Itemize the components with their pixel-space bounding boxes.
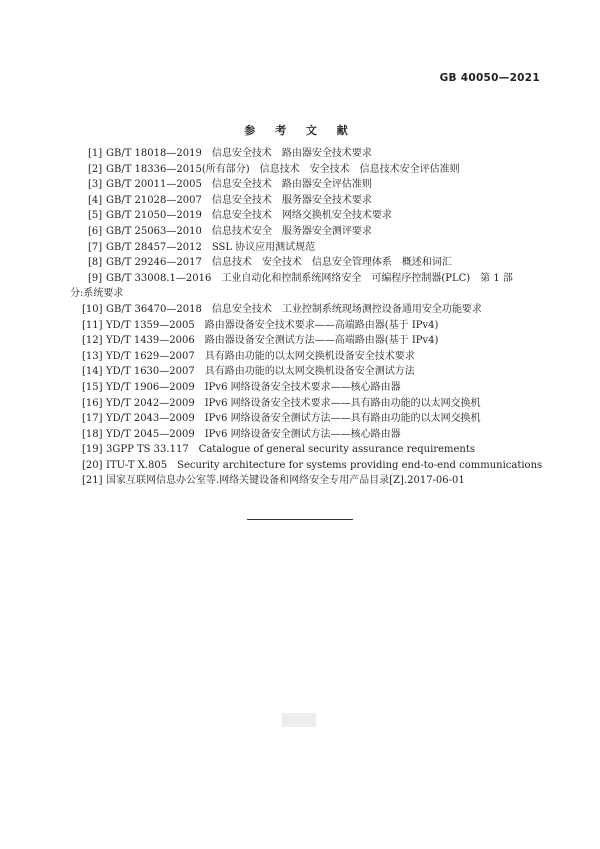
reference-item [70, 224, 540, 240]
reference-number: [10] [82, 303, 103, 315]
reference-item [70, 193, 540, 209]
reference-number: [14] [82, 366, 103, 378]
reference-number: [4] [88, 194, 103, 206]
reference-number: [17] [82, 413, 103, 425]
reference-item [70, 240, 540, 256]
reference-text: GB/T 21028—2007 信息安全技术 服务器安全技术要求 [106, 194, 372, 206]
reference-text: YD/T 2045—2009 IPv6 网络设备安全测试方法——核心路由器 [106, 428, 401, 440]
reference-item [70, 396, 540, 412]
reference-text: GB/T 18018—2019 信息安全技术 路由器安全技术要求 [106, 148, 372, 159]
reference-text: GB/T 28457—2012 SSL 协议应用测试规范 [106, 241, 316, 253]
reference-number: [5] [88, 210, 103, 222]
standard-code: GB 40050—2021 [439, 72, 540, 84]
reference-item [70, 162, 540, 178]
reference-item [70, 349, 540, 365]
reference-text: ITU-T X.805 Security architecture for systems providing end-to-end communications [106, 459, 543, 471]
watermark-stamp [282, 713, 316, 727]
reference-item [70, 208, 540, 224]
reference-text: YD/T 1906—2009 IPv6 网络设备安全技术要求——核心路由器 [106, 381, 401, 393]
reference-item [70, 146, 540, 162]
reference-text: GB/T 18336—2015(所有部分) 信息技术 安全技术 信息技术安全评估准则 [106, 163, 460, 175]
reference-text: GB/T 29246—2017 信息技术 安全技术 信息安全管理体系 概述和词汇 [106, 257, 452, 269]
reference-item [70, 380, 540, 396]
reference-text: YD/T 1439—2006 路由器设备安全测试方法——高端路由器(基于 IPv4) [106, 335, 439, 347]
reference-item [70, 318, 540, 334]
reference-text: 国家互联网信息办公室等.网络关键设备和网络安全专用产品目录[Z].2017-06-01 [106, 475, 465, 487]
reference-text: GB/T 21050—2019 信息安全技术 网络交换机安全技术要求 [106, 210, 392, 222]
reference-text: YD/T 1359—2005 路由器设备安全技术要求——高端路由器(基于 IPv4) [106, 319, 439, 331]
reference-text: YD/T 2043—2009 IPv6 网络设备安全测试方法——具有路由功能的以太网交换机 [106, 413, 481, 425]
reference-number: [16] [82, 397, 103, 409]
reference-item [70, 411, 540, 427]
reference-number: [9] [88, 272, 103, 284]
reference-number: [7] [88, 241, 103, 253]
reference-item [70, 364, 540, 380]
reference-text: GB/T 33008.1—2016 工业自动化和控制系统网络安全 可编程序控制器(PLC) 第 1 部 [106, 272, 513, 284]
page-title: 参 考 文 献 [244, 124, 356, 137]
reference-item [70, 442, 540, 458]
reference-number: [21] [82, 475, 103, 487]
reference-item [70, 333, 540, 349]
reference-number: [3] [88, 179, 103, 191]
reference-item [70, 177, 540, 193]
end-divider [247, 519, 353, 520]
reference-number: [8] [88, 257, 103, 269]
reference-text: YD/T 1629—2007 具有路由功能的以太网交换机设备安全技术要求 [106, 350, 415, 362]
reference-text: YD/T 1630—2007 具有路由功能的以太网交换机设备安全测试方法 [106, 366, 415, 378]
reference-number: [18] [82, 428, 103, 440]
reference-text: GB/T 25063—2010 信息技术安全 服务器安全测评要求 [106, 225, 372, 237]
reference-item [70, 473, 540, 489]
reference-number: [12] [82, 335, 103, 347]
reference-number: [13] [82, 350, 103, 362]
reference-text: GB/T 36470—2018 信息安全技术 工业控制系统现场测控设备通用安全功能要求 [106, 303, 482, 315]
reference-text: 3GPP TS 33.117 Catalogue of general security assurance requirements [106, 444, 476, 456]
reference-number: [2] [88, 163, 103, 175]
reference-number: [1] [88, 148, 103, 159]
reference-text: GB/T 20011—2005 信息安全技术 路由器安全评估准则 [106, 179, 372, 191]
reference-text: YD/T 2042—2009 IPv6 网络设备安全技术要求——具有路由功能的以太网交换机 [106, 397, 481, 409]
reference-number: [11] [82, 319, 103, 331]
reference-item [70, 427, 540, 443]
reference-item [70, 302, 540, 318]
reference-list [70, 146, 543, 489]
reference-item [70, 271, 540, 302]
reference-number: [20] [82, 459, 103, 471]
reference-item [70, 255, 540, 271]
reference-number: [15] [82, 381, 103, 393]
reference-number: [6] [88, 225, 103, 237]
reference-text-continuation: 分:系统要求 [70, 288, 124, 300]
reference-number: [19] [82, 444, 103, 456]
reference-item [70, 458, 543, 474]
